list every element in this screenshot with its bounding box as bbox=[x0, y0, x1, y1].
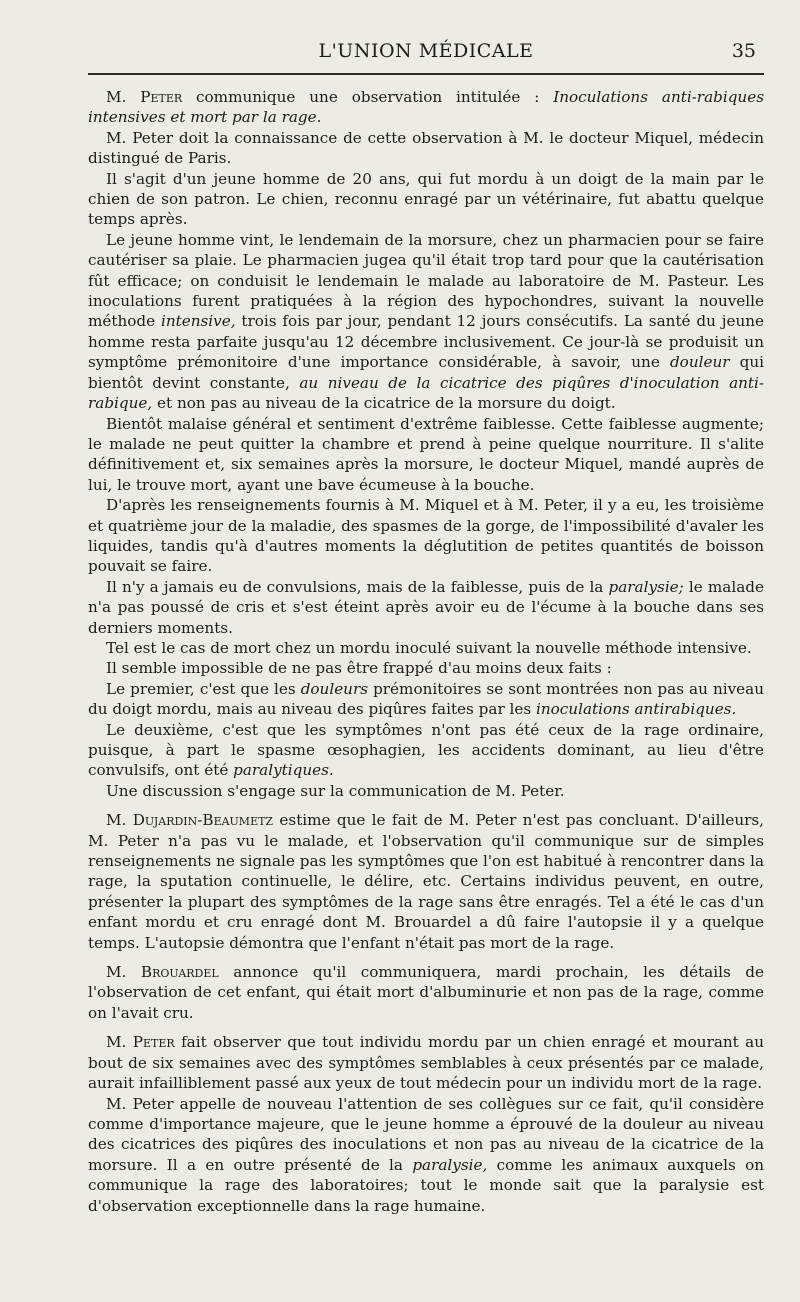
paragraph-5: Bientôt malaise général et sentiment d'extrême faiblesse. Cette faiblesse augmente; le malade ne peut quitter la chambre et prend à peine quelque nourriture. Il s'alite définitivement et, six semaines après la morsure, le docteur Miquel, mandé auprès de lui, le trouve mort, ayant une bave écumeuse à la bouche. bbox=[88, 414, 764, 494]
paragraph-6: D'après les renseignements fournis à M. Miquel et à M. Peter, il y a eu, les troisième et quatrième jour de la maladie, des spasmes de la gorge, de l'impossibilité d'avaler les liquides, tandis qu'à d'autres moments la déglutition de petites quantités de boisson pouvait se faire. bbox=[88, 496, 764, 576]
speaker-name: M. Peter bbox=[106, 1033, 175, 1052]
paragraph-13: M. Dujardin-Beaumetz estime que le fait de M. Peter n'est pas concluant. D'ailleurs, M. Peter n'a pas vu le malade, et l'observation qu'il communique sur de simples renseignements ne signale pas les symptômes que l'on est habitué à rencontrer dans la rage, la sputation continuelle, le délire, etc. Certains individus peuvent, en outre, présenter la plupart des symptômes de la rage sans être enragés. Tel a été le cas d'un enfant mordu et cru enragé dont M. Brouardel a dû faire l'autopsie il y a quelque temps. L'autopsie démontra que l'enfant n'était pas mort de la rage. bbox=[88, 811, 765, 952]
running-title: L'UNION MÉDICALE bbox=[318, 40, 534, 62]
speaker-name: M. Brouardel bbox=[106, 963, 219, 982]
paragraph-4: Le jeune homme vint, le lendemain de la morsure, chez un pharmacien pour se faire cautériser sa plaie. Le pharmacien jugea qu'il était trop tard pour que la cautérisation fût efficace; on conduisit le lendemain le malade au laboratoire de M. Pasteur. Les inoculations furent pratiquées à la région des hypochondres, suivant la nouvelle méthode intensive, trois fois par jour, pendant 12 jours consécutifs. La santé du jeune homme resta parfaite jusqu'au 12 décembre inclusivement. Ce jour-là se produisit un symptôme prémonitoire d'une importance considérable, à savoir, une douleur qui bientôt devint constante, au niveau de la cicatrice des piqûres d'inoculation anti-rabique, et non pas au niveau de la cicatrice de la morsure du doigt. bbox=[88, 230, 765, 413]
article-body bbox=[88, 87, 764, 1216]
paragraph-9: Il semble impossible de ne pas être frappé d'au moins deux faits : bbox=[106, 659, 612, 678]
paragraph-16: M. Peter appelle de nouveau l'attention de ses collègues sur ce fait, qu'il considère comme d'importance majeure, que le jeune homme a éprouvé de la douleur au niveau des cicatrices des piqûres des inoculations et non pas au niveau de la cicatrice de la morsure. Il a en outre présenté de la paralysie, comme les animaux auxquels on communique la rage des laboratoires; tout le monde sait que la paralysie est d'observation exceptionnelle dans la rage humaine. bbox=[88, 1094, 765, 1215]
page-header bbox=[88, 40, 764, 68]
paragraph-14: M. Brouardel annonce qu'il communiquera, mardi prochain, les détails de l'observation de cet enfant, qui était mort d'albuminurie et non pas de la rage, comme on l'avait cru. bbox=[88, 963, 764, 1022]
paragraph-2: M. Peter doit la connaissance de cette observation à M. le docteur Miquel, médecin distingué de Paris. bbox=[88, 128, 764, 168]
paragraph-1: M. Peter communique une observation intitulée : Inoculations anti-rabiques intensives et mort par la rage. bbox=[88, 88, 764, 127]
paragraph-10: Le premier, c'est que les douleurs prémonitoires se sont montrées non pas au niveau du doigt mordu, mais au niveau des piqûres faites par les inoculations antirabiques. bbox=[88, 679, 764, 719]
paragraph-11: Le deuxième, c'est que les symptômes n'ont pas été ceux de la rage ordinaire, puisque, à part le spasme œsophagien, les accidents dominant, au lieu d'être convulsifs, ont été paralytiques. bbox=[88, 720, 764, 780]
paragraph-15: M. Peter fait observer que tout individu mordu par un chien enragé et mourant au bout de six semaines avec des symptômes semblables à ceux présentés par ce malade, aurait infailliblement passé aux yeux de tout médecin pour un individu mort de la rage. bbox=[88, 1033, 764, 1093]
paragraph-7: Il n'y a jamais eu de convulsions, mais de la faiblesse, puis de la paralysie; le malade n'a pas poussé de cris et s'est éteint après avoir eu de l'écume à la bouche dans ses derniers moments. bbox=[88, 577, 764, 637]
page-number: 35 bbox=[731, 40, 756, 62]
paragraph-3: Il s'agit d'un jeune homme de 20 ans, qui fut mordu à un doigt de la main par le chien de son patron. Le chien, reconnu enragé par un vétérinaire, fut abattu quelque temps après. bbox=[88, 169, 764, 229]
paragraph-8: Tel est le cas de mort chez un mordu inoculé suivant la nouvelle méthode intensive. bbox=[106, 638, 752, 657]
speaker-name: M. Dujardin-Beaumetz bbox=[106, 811, 274, 830]
header-rule bbox=[88, 73, 764, 75]
paragraph-12: Une discussion s'engage sur la communication de M. Peter. bbox=[106, 781, 565, 800]
speaker-name: M. Peter bbox=[106, 88, 183, 106]
